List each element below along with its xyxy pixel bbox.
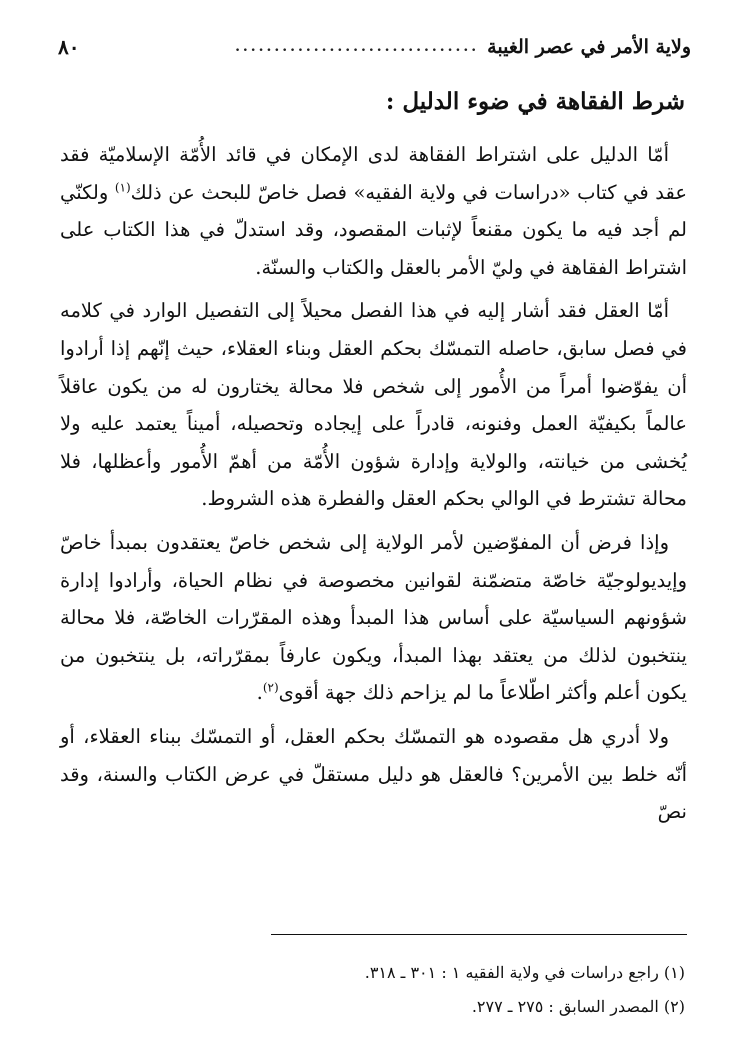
footnote-reference[interactable]: (١) [114,180,131,195]
paragraph-text: ولا أدري هل مقصوده هو التمسّك بحكم العقل، أو التمسّك ببناء العقلاء، أو أنّه خلط بين الأمرين؟ فالعقل هو دليل مستقلّ في عرض الكتاب والسنة، وقد نصّ [60,724,687,824]
paragraph [60,292,687,518]
paragraph-text: وإذا فرض أن المفوّضين لأمر الولاية إلى شخص خاصّ يعتقدون بمبدأ خاصّ وإيديولوجيّة خاصّة متضمّنة لقوانين مخصوصة في نظام الحياة، وأرادوا إدارة شؤونهم السياسيّة على أساس هذا المبدأ وهذه المقرّرات الخاصّة، فلا محالة ينتخبون لذلك من يعتقد بهذا المبدأ، ويكون عارفاً بمقرّراته، بل ينتخبون من يكون أعلم وأكثر اطّلاعاً ما لم يزاحم ذلك جهة أقوى [60,530,687,705]
body-text [60,136,687,831]
paragraph [60,524,687,712]
paragraph-text: ولكنّي لم أجد فيه ما يكون مقنعاً لإثبات المقصود، وقد استدلّ في هذا الكتاب على اشتراط الفقاهة في وليّ الأمر بالعقل والكتاب والسنّة. [60,180,687,279]
paragraph [60,136,687,286]
footnotes [60,956,685,1024]
footnote-reference[interactable]: (٢) [262,680,279,695]
footnote: (١) راجع دراسات في ولاية الفقيه ١ : ٣٠١ ـ ٣١٨. [364,963,685,982]
section-heading: شرط الفقاهة في ضوء الدليل : [385,88,685,115]
paragraph [60,718,687,831]
paragraph-text: أمّا العقل فقد أشار إليه في هذا الفصل محيلاً إلى التفصيل الوارد في كلامه في فصل سابق، حاصله التمسّك بحكم العقل وبناء العقلاء، حيث إنّهم إذا أرادوا أن يفوّضوا أمراً من الأُمور إلى شخص فلا محالة يختارون له من يكون عاقلاً عالماً بكيفيّة العمل وفنونه، قادراً على إيجاده وتحصيله، أميناً يعتمد عليه ولا يُخشى من خيانته، والولاية وإدارة شؤون الأُمّة من أهمّ الأُمور وأعظلها، فلا محالة تشترط في الوالي بحكم العقل والفطرة هذه الشروط. [60,299,687,511]
footnote-divider [271,934,687,935]
page-number: ٨٠ [58,35,80,59]
page-header [58,30,691,64]
paragraph-text: أمّا الدليل على اشتراط الفقاهة لدى الإمكان في قائد الأُمّة الإسلاميّة فقد عقد في كتاب «دراسات في ولاية الفقيه» فصل خاصّ للبحث عن ذلك [60,143,687,204]
header-leader-dots: ............................... [235,39,480,55]
footnote: (٢) المصدر السابق : ٢٧٥ ـ ٢٧٧. [471,997,685,1016]
running-title: ولاية الأمر في عصر الغيبة [487,36,691,58]
paragraph-text: . [256,681,263,705]
